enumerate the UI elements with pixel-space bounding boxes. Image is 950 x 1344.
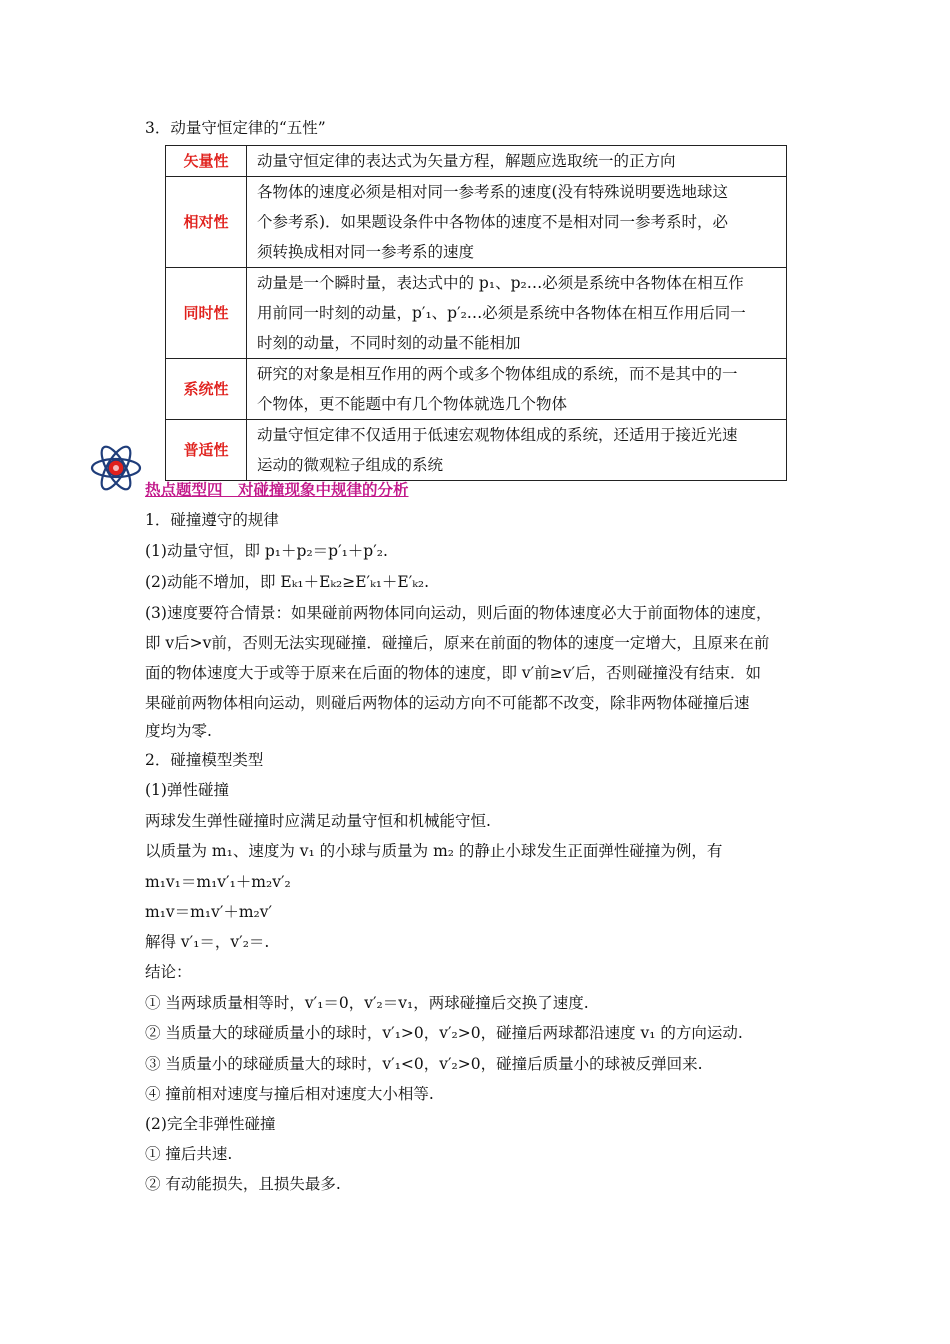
body-line: 度均为零. [145, 722, 212, 740]
body-line: 解得 v′₁＝，v′₂＝. [145, 933, 270, 951]
table-value [247, 146, 787, 177]
table-row [166, 146, 787, 177]
table-value [247, 359, 787, 420]
body-line: (2)完全非弹性碰撞 [145, 1115, 276, 1133]
hot-topic-heading: 热点题型四 对碰撞现象中规律的分析 [145, 481, 409, 499]
body-line: 1．碰撞遵守的规律 [145, 511, 279, 529]
table-line: 用前同一时刻的动量，p′₁、p′₂…必须是系统中各物体在相互作用后同一 [257, 304, 746, 322]
table-line: 动量是一个瞬时量，表达式中的 p₁、p₂…必须是系统中各物体在相互作 [257, 274, 744, 292]
body-line: 2．碰撞模型类型 [145, 751, 264, 769]
body-line: ① 撞后共速. [145, 1145, 233, 1163]
table-row [166, 268, 787, 359]
table-row [166, 420, 787, 481]
table-row [166, 177, 787, 268]
body-line: ① 当两球质量相等时，v′₁＝0，v′₂＝v₁，两球碰撞后交换了速度. [145, 994, 589, 1012]
table-key: 系统性 [166, 359, 247, 420]
body-line: m₁v＝m₁v′＋m₂v′ [145, 903, 273, 921]
body-line: (1)动量守恒，即 p₁＋p₂＝p′₁＋p′₂. [145, 542, 388, 560]
body-line: (3)速度要符合情景：如果碰前两物体同向运动，则后面的物体速度必大于前面物体的速度， [145, 604, 772, 622]
body-line: 以质量为 m₁、速度为 v₁ 的小球与质量为 m₂ 的静止小球发生正面弹性碰撞为例，有 [145, 842, 723, 860]
body-line: m₁v₁＝m₁v′₁＋m₂v′₂ [145, 873, 291, 891]
body-line: ② 当质量大的球碰质量小的球时，v′₁>0，v′₂>0，碰撞后两球都沿速度 v₁ 的方向运动. [145, 1024, 743, 1042]
table-line: 个参考系)．如果题设条件中各物体的速度不是相对同一参考系时，必 [257, 213, 729, 231]
table-line: 时刻的动量，不同时刻的动量不能相加 [257, 334, 521, 352]
table-key: 普适性 [166, 420, 247, 481]
body-line: 即 v后>v前，否则无法实现碰撞．碰撞后，原来在前面的物体的速度一定增大，且原来在前 [145, 634, 770, 652]
table-line: 须转换成相对同一参考系的速度 [257, 243, 475, 261]
table-value [247, 420, 787, 481]
table-value [247, 268, 787, 359]
body-line: 两球发生弹性碰撞时应满足动量守恒和机械能守恒. [145, 812, 491, 830]
body-line: ③ 当质量小的球碰质量大的球时，v′₁<0，v′₂>0，碰撞后质量小的球被反弹回来. [145, 1055, 703, 1073]
five-properties-table [165, 145, 787, 481]
body-line: 结论： [145, 963, 192, 981]
table-line: 个物体，更不能题中有几个物体就选几个物体 [257, 395, 568, 413]
body-line: ② 有动能损失，且损失最多. [145, 1175, 341, 1193]
body-line: ④ 撞前相对速度与撞后相对速度大小相等. [145, 1085, 434, 1103]
table-line: 动量守恒定律的表达式为矢量方程，解题应选取统一的正方向 [257, 152, 676, 170]
table-key: 相对性 [166, 177, 247, 268]
table-key: 矢量性 [166, 146, 247, 177]
table-row [166, 359, 787, 420]
body-line: 面的物体速度大于或等于原来在后面的物体的速度，即 v′前≥v′后，否则碰撞没有结束．如 [145, 664, 761, 682]
table-line: 动量守恒定律不仅适用于低速宏观物体组成的系统，还适用于接近光速 [257, 426, 738, 444]
table-value [247, 177, 787, 268]
table-line: 各物体的速度必须是相对同一参考系的速度(没有特殊说明要选地球这 [257, 183, 729, 201]
table-key: 同时性 [166, 268, 247, 359]
atom-icon [88, 440, 144, 496]
body-line: (2)动能不增加，即 Eₖ₁＋Eₖ₂≥E′ₖ₁＋E′ₖ₂. [145, 573, 430, 591]
section-3-title: 3．动量守恒定律的“五性” [145, 119, 326, 137]
body-line: (1)弹性碰撞 [145, 781, 229, 799]
body-line: 果碰前两物体相向运动，则碰后两物体的运动方向不可能都不改变，除非两物体碰撞后速 [145, 694, 750, 712]
table-line: 运动的微观粒子组成的系统 [257, 456, 444, 474]
table-line: 研究的对象是相互作用的两个或多个物体组成的系统，而不是其中的一 [257, 365, 738, 383]
